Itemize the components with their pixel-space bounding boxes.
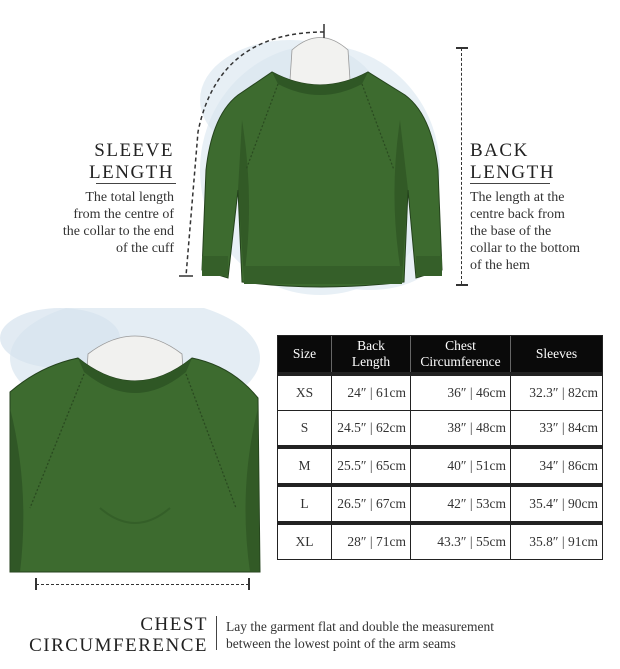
cell-back-length: 24.5″ | 62cm xyxy=(332,410,411,445)
header-chest-circumference: Chest Circumference xyxy=(411,336,511,372)
table-row xyxy=(278,372,602,410)
back-heading-rule xyxy=(470,183,550,184)
header-sleeves: Sleeves xyxy=(511,336,602,372)
cell-size: L xyxy=(278,483,332,521)
sleeve-length-guide xyxy=(178,22,330,282)
chest-circumference-guide xyxy=(36,584,249,585)
back-length-description: The length at the centre back from the base of the collar to the bottom of the hem xyxy=(470,190,581,273)
cell-chest: 40″ | 51cm xyxy=(411,445,511,483)
size-chart-table xyxy=(277,335,603,560)
cell-sleeves: 34″ | 86cm xyxy=(511,445,602,483)
sleeve-length-description: The total length from the centre of the collar to the end of the cuff xyxy=(62,190,174,256)
chest-heading-rule xyxy=(216,616,217,650)
sweater-closeup-illustration xyxy=(0,308,262,574)
back-length-guide xyxy=(461,48,462,284)
cell-sleeves: 33″ | 84cm xyxy=(511,410,602,445)
chest-circumference-heading: CHEST CIRCUMFERENCE xyxy=(29,614,208,656)
back-length-heading: BACK LENGTH xyxy=(470,140,555,183)
cell-back-length: 25.5″ | 65cm xyxy=(332,445,411,483)
back-length-top-tick xyxy=(456,47,468,49)
cell-chest: 38″ | 48cm xyxy=(411,410,511,445)
table-header-row xyxy=(278,336,602,372)
cell-sleeves: 32.3″ | 82cm xyxy=(511,372,602,410)
table-row xyxy=(278,410,602,445)
back-length-bottom-tick xyxy=(456,284,468,286)
cell-chest: 42″ | 53cm xyxy=(411,483,511,521)
table-row xyxy=(278,445,602,483)
cell-chest: 43.3″ | 55cm xyxy=(411,521,511,559)
sleeve-heading-rule xyxy=(96,183,176,184)
header-size: Size xyxy=(278,336,332,372)
cell-size: S xyxy=(278,410,332,445)
cell-back-length: 24″ | 61cm xyxy=(332,372,411,410)
chest-circumference-description: Lay the garment flat and double the measurement between the lowest point of the arm seams xyxy=(226,619,495,651)
header-back-length: Back Length xyxy=(332,336,411,372)
cell-size: XS xyxy=(278,372,332,410)
cell-size: M xyxy=(278,445,332,483)
sleeve-length-heading: SLEEVE LENGTH xyxy=(89,140,174,183)
cell-sleeves: 35.8″ | 91cm xyxy=(511,521,602,559)
cell-sleeves: 35.4″ | 90cm xyxy=(511,483,602,521)
table-row xyxy=(278,483,602,521)
cell-chest: 36″ | 46cm xyxy=(411,372,511,410)
cell-back-length: 28″ | 71cm xyxy=(332,521,411,559)
table-row xyxy=(278,521,602,559)
cell-size: XL xyxy=(278,521,332,559)
cell-back-length: 26.5″ | 67cm xyxy=(332,483,411,521)
chest-guide-right-tick xyxy=(248,578,250,590)
